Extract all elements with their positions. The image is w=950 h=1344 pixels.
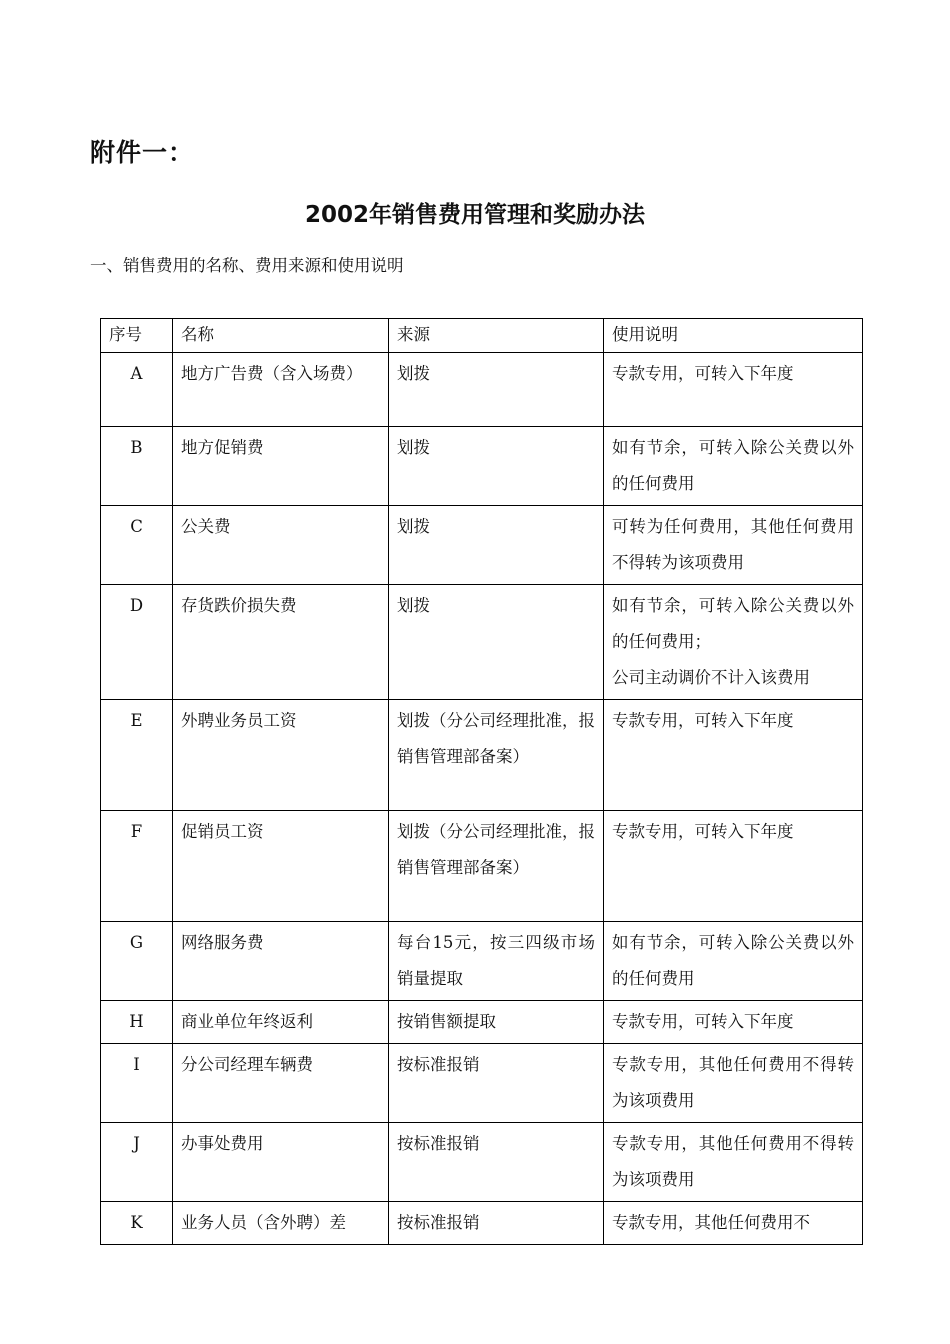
- row-seq: C: [101, 506, 173, 585]
- row-name: 分公司经理车辆费: [173, 1044, 389, 1123]
- row-usage-note: 公司主动调价不计入该费用: [612, 668, 810, 687]
- row-source: 划拨（分公司经理批准，报销售管理部备案）: [389, 811, 604, 922]
- table-row: [101, 700, 863, 811]
- expense-table: [100, 318, 863, 1245]
- row-name: 外聘业务员工资: [173, 700, 389, 811]
- table-row: [101, 1202, 863, 1245]
- table-row: [101, 506, 863, 585]
- row-name: 地方促销费: [173, 427, 389, 506]
- table-row: [101, 353, 863, 427]
- table-row: [101, 811, 863, 922]
- row-source: 按标准报销: [389, 1202, 604, 1245]
- header-source: 来源: [389, 319, 604, 353]
- row-seq: E: [101, 700, 173, 811]
- row-name: 地方广告费（含入场费）: [173, 353, 389, 427]
- row-usage: 专款专用，其他任何费用不: [604, 1202, 863, 1245]
- row-usage: [604, 585, 863, 700]
- row-seq: H: [101, 1001, 173, 1044]
- table-row: [101, 1001, 863, 1044]
- table-row: [101, 1123, 863, 1202]
- row-source: 划拨: [389, 427, 604, 506]
- document-title: 2002年销售费用管理和奖励办法: [304, 202, 645, 228]
- row-name: 网络服务费: [173, 922, 389, 1001]
- header-usage: 使用说明: [604, 319, 863, 353]
- table-header-row: [101, 319, 863, 353]
- row-usage: 专款专用，可转入下年度: [604, 1001, 863, 1044]
- header-name: 名称: [173, 319, 389, 353]
- row-usage: 如有节余，可转入除公关费以外的任何费用: [604, 922, 863, 1001]
- row-seq: J: [101, 1123, 173, 1202]
- row-name: 业务人员（含外聘）差: [173, 1202, 389, 1245]
- row-seq: G: [101, 922, 173, 1001]
- row-source: 划拨（分公司经理批准，报销售管理部备案）: [389, 700, 604, 811]
- table-row: [101, 427, 863, 506]
- row-source: 按标准报销: [389, 1123, 604, 1202]
- row-source: 划拨: [389, 353, 604, 427]
- row-usage: 专款专用，可转入下年度: [604, 353, 863, 427]
- row-usage: 专款专用，其他任何费用不得转为该项费用: [604, 1044, 863, 1123]
- row-seq: B: [101, 427, 173, 506]
- row-seq: F: [101, 811, 173, 922]
- row-usage: 专款专用，其他任何费用不得转为该项费用: [604, 1123, 863, 1202]
- table-row: [101, 1044, 863, 1123]
- row-name: 存货跌价损失费: [173, 585, 389, 700]
- table-row: [101, 922, 863, 1001]
- row-seq: D: [101, 585, 173, 700]
- row-source: 每台15元，按三四级市场销量提取: [389, 922, 604, 1001]
- row-usage: 专款专用，可转入下年度: [604, 700, 863, 811]
- table-row: [101, 585, 863, 700]
- row-source: 按标准报销: [389, 1044, 604, 1123]
- row-usage-text: 如有节余，可转入除公关费以外的任何费用；: [612, 596, 854, 651]
- header-seq: 序号: [101, 319, 173, 353]
- row-name: 促销员工资: [173, 811, 389, 922]
- row-usage: 如有节余，可转入除公关费以外的任何费用: [604, 427, 863, 506]
- section-heading: 一、销售费用的名称、费用来源和使用说明: [90, 256, 404, 275]
- row-name: 公关费: [173, 506, 389, 585]
- row-source: 划拨: [389, 585, 604, 700]
- row-seq: K: [101, 1202, 173, 1245]
- row-usage: 可转为任何费用，其他任何费用不得转为该项费用: [604, 506, 863, 585]
- row-usage: 专款专用，可转入下年度: [604, 811, 863, 922]
- row-seq: I: [101, 1044, 173, 1123]
- row-name: 商业单位年终返利: [173, 1001, 389, 1044]
- row-source: 按销售额提取: [389, 1001, 604, 1044]
- row-source: 划拨: [389, 506, 604, 585]
- row-seq: A: [101, 353, 173, 427]
- row-name: 办事处费用: [173, 1123, 389, 1202]
- attachment-label: 附件一：: [90, 138, 195, 167]
